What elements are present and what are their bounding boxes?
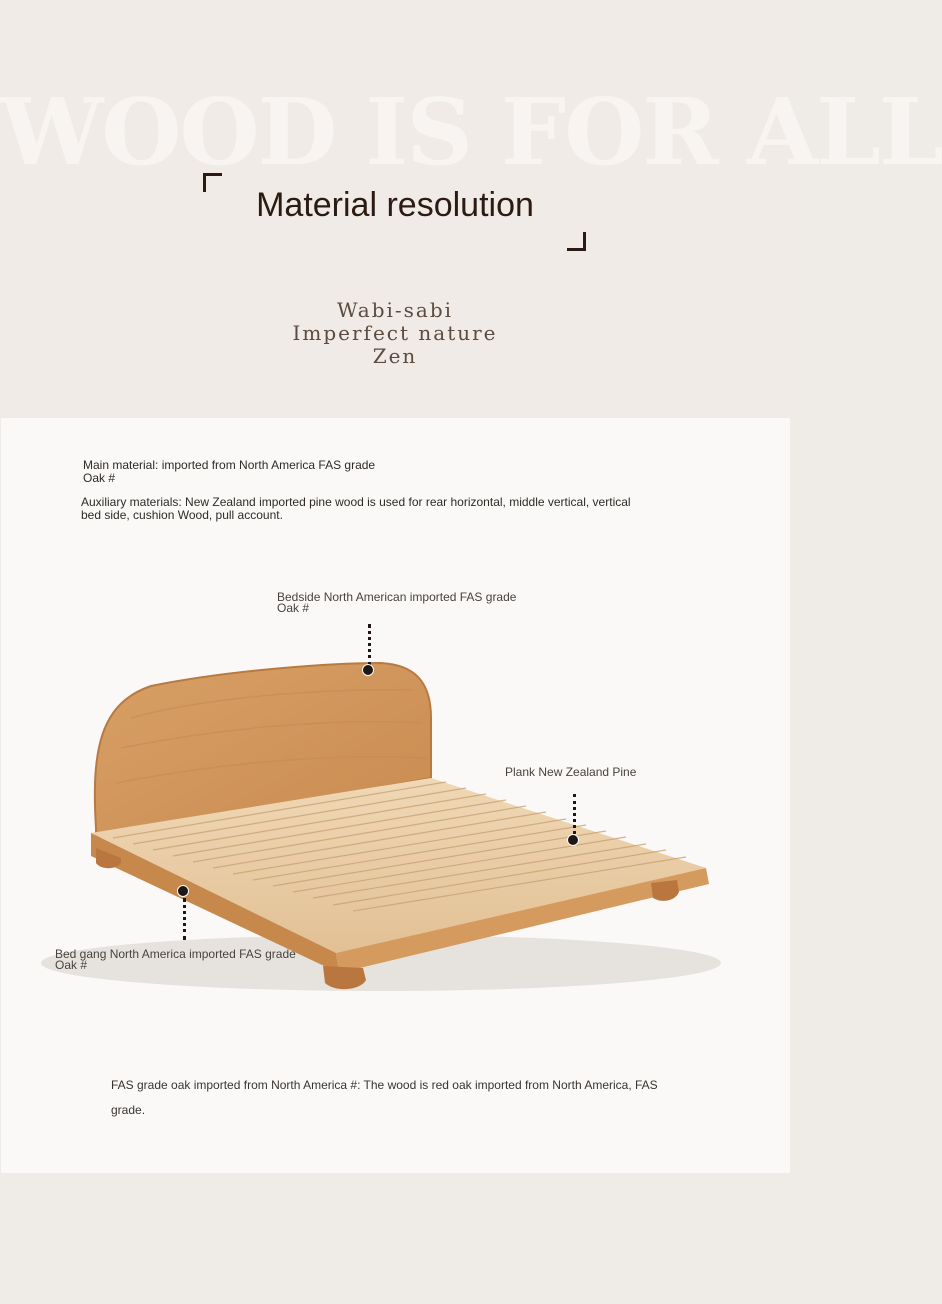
bedside-callout-line2: Oak # [277,601,310,615]
gang-marker-dot [177,885,189,897]
bed-foot-right [651,880,679,901]
tagline-zen: Zen [372,344,418,368]
bed-foot-front [323,966,366,989]
plank-leader-line [573,794,576,834]
watermark-text: WOOD IS FOR ALL [0,78,942,186]
tagline-imperfect-nature: Imperfect nature [292,321,498,345]
main-material-line1: Main material: imported from North America FAS grade [83,458,376,472]
aux-material-line2: bed side, cushion Wood, pull account. [81,508,283,522]
header-section [0,0,942,418]
plank-callout: Plank New Zealand Pine [505,765,637,779]
page-title: Material resolution [256,186,534,224]
tagline-wabi-sabi: Wabi-sabi [336,298,454,322]
fas-grade-note: FAS grade oak imported from North America #: The wood is red oak imported from North America, FAS grade. [111,1078,658,1117]
bedside-leader-line [368,624,371,666]
plank-marker-dot [567,834,579,846]
corner-bracket-bottom-right [567,232,586,251]
bed-illustration [1,418,790,1173]
bed-gang-callout-line2: Oak # [55,958,88,972]
gang-leader-line [183,898,186,940]
bedside-marker-dot [362,664,374,676]
bed-gang-callout [55,949,296,971]
bedside-callout [277,592,516,614]
bedside-callout-line1: Bedside North American imported FAS grade [277,590,517,604]
main-material-line2: Oak # [83,471,116,485]
aux-material-line1: Auxiliary materials: New Zealand imported pine wood is used for rear horizontal, middle vertical, vertical [81,495,631,509]
material-panel [1,418,790,1173]
bed-gang-callout-line1: Bed gang North America imported FAS grade [55,947,296,961]
